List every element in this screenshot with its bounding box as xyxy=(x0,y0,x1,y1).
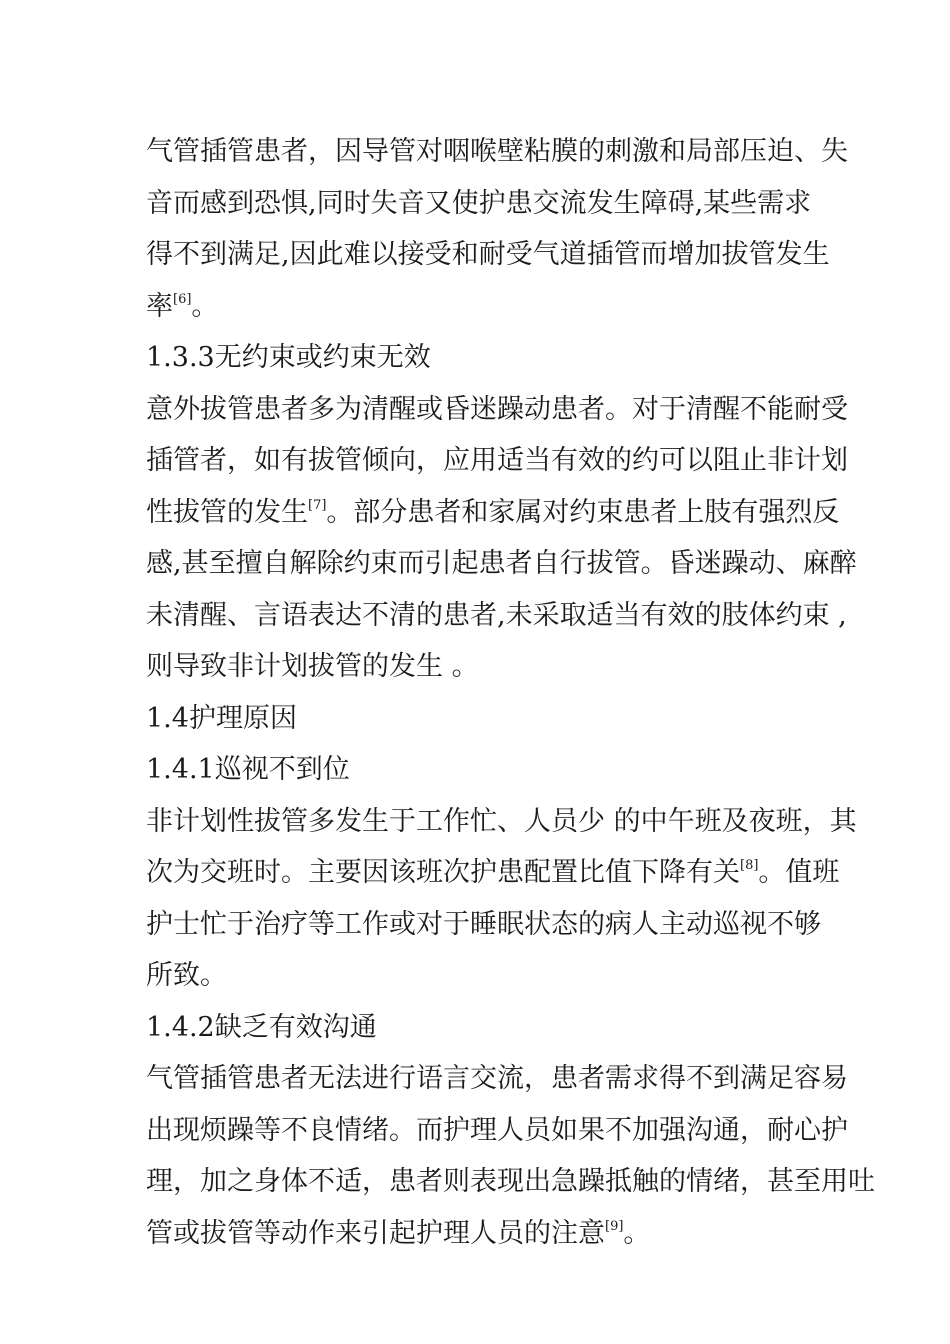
body-text xyxy=(146,126,875,1259)
section-heading: 1.3.3无约束或约束无效 xyxy=(146,342,431,373)
paragraph-line: 次为交班时。主要因该班次护患配置比值下降有关[8]。值班 xyxy=(146,857,840,888)
paragraph-line: 得不到满足,因此难以接受和耐受气道插管而增加拔管发生 xyxy=(146,239,830,270)
paragraph-line: 管或拔管等动作来引起护理人员的注意[9]。 xyxy=(146,1217,651,1249)
paragraph-line: 所致。 xyxy=(146,960,227,991)
paragraph-line: 出现烦躁等不良情绪。而护理人员如果不加强沟通，耐心护 xyxy=(146,1114,848,1146)
paragraph-line: 性拔管的发生[7]。部分患者和家属对约束患者上肢有强烈反 xyxy=(146,496,840,528)
paragraph-line: 意外拔管患者多为清醒或昏迷躁动患者。对于清醒不能耐受 xyxy=(146,393,848,425)
section-heading: 1.4护理原因 xyxy=(146,702,297,734)
paragraph-line: 理，加之身体不适，患者则表现出急躁抵触的情绪，甚至用吐 xyxy=(146,1166,875,1197)
paragraph-line: 插管者，如有拔管倾向，应用适当有效的约可以阻止非计划 xyxy=(146,445,848,476)
citation-mark: [9] xyxy=(605,1218,624,1234)
paragraph-line: 气管插管患者，因导管对咽喉壁粘膜的刺激和局部压迫、失 xyxy=(146,136,848,167)
citation-mark: [7] xyxy=(308,497,327,513)
citation-mark: [8] xyxy=(740,858,759,873)
section-heading: 1.4.1巡视不到位 xyxy=(146,754,350,785)
paragraph-line: 率[6]。 xyxy=(146,290,219,322)
paragraph-line: 则导致非计划拔管的发生 。 xyxy=(146,651,479,682)
paragraph-line: 音而感到恐惧,同时失音又使护患交流发生障碍,某些需求 xyxy=(146,187,812,219)
citation-mark: [6] xyxy=(173,291,192,307)
paragraph-line: 气管插管患者无法进行语言交流，患者需求得不到满足容易 xyxy=(146,1063,848,1094)
paragraph-line: 护士忙于治疗等工作或对于睡眠状态的病人主动巡视不够 xyxy=(146,908,821,940)
paragraph-line: 非计划性拔管多发生于工作忙、人员少 的中午班及夜班，其 xyxy=(146,805,857,837)
section-heading: 1.4.2缺乏有效沟通 xyxy=(146,1011,377,1043)
paragraph-line: 感,甚至擅自解除约束而引起患者自行拔管。昏迷躁动、麻醉 xyxy=(146,548,857,579)
paragraph-line: 未清醒、言语表达不清的患者,未采取适当有效的肢体约束 , xyxy=(146,599,847,631)
